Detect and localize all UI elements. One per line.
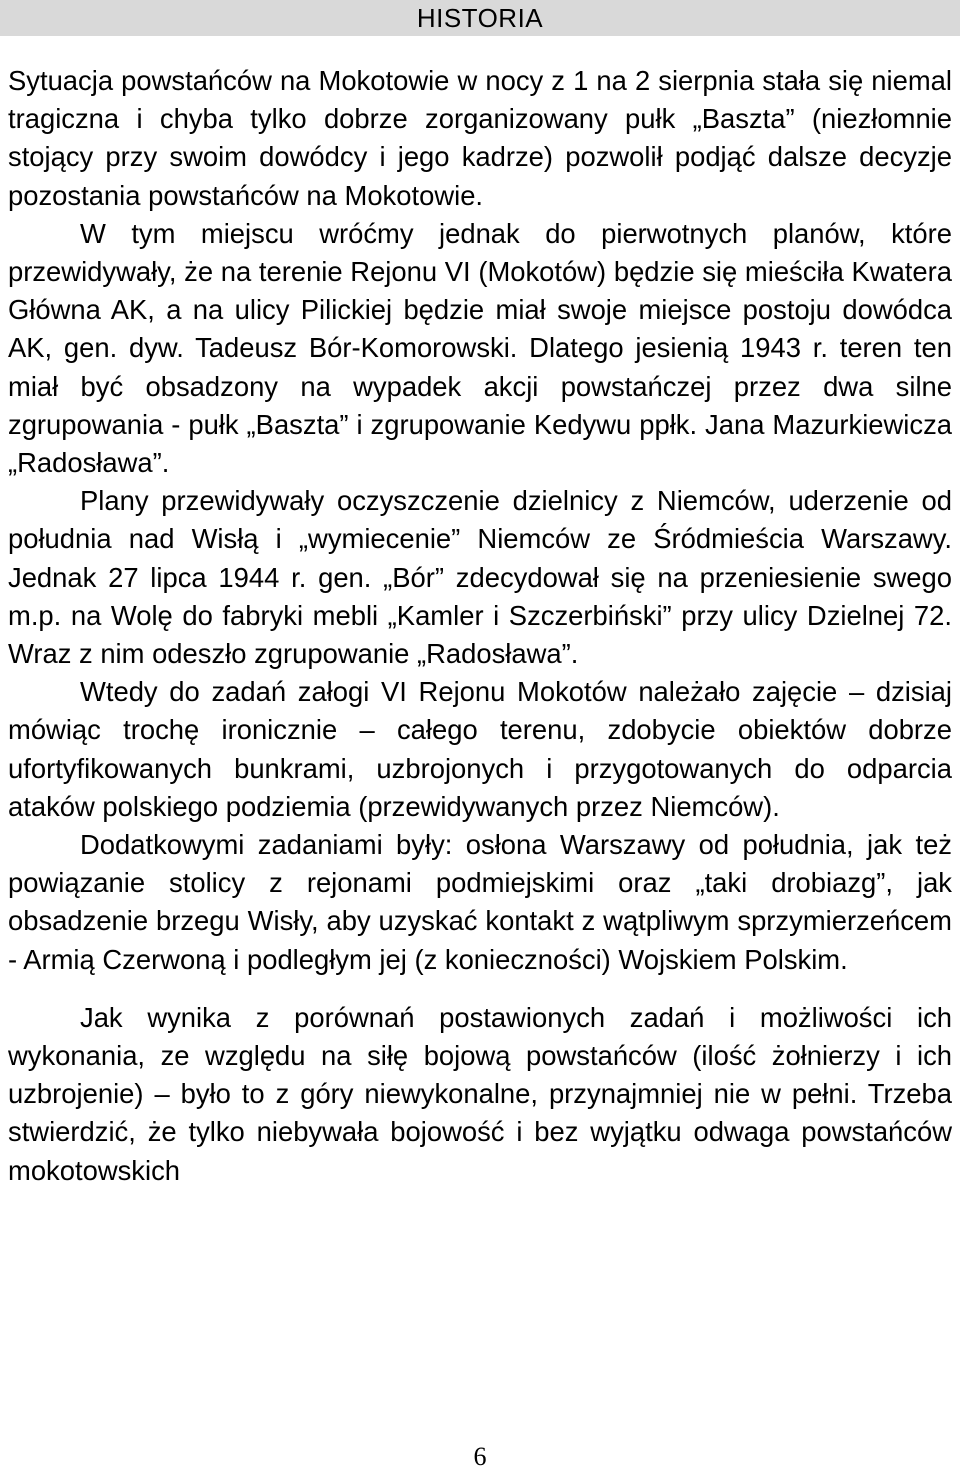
paragraph: Jak wynika z porównań postawionych zadań i możliwości ich wykonania, ze względu na siłę bojową powstańców (ilość żołnierzy i ich uzbrojenie) – było to z góry niewykonalne, przynajmniej nie w pełni. Trzeba stwierdzić, że tylko niebywała bojowość i bez wyjątku odwaga powstańców mokotowskich <box>8 1001 952 1186</box>
paragraph: Wtedy do zadań załogi VI Rejonu Mokotów należało zajęcie – dzisiaj mówiąc trochę ironicznie – całego terenu, zdobycie obiektów dobrze ufortyfikowanych bunkrami, uzbrojonych i przygotowanych do odparcia ataków polskiego podziemia (przewidywanych przez Niemców). <box>8 676 952 822</box>
header-bar <box>0 0 960 36</box>
paragraph: Sytuacja powstańców na Mokotowie w nocy z 1 na 2 sierpnia stała się niemal tragiczna i chyba tylko dobrze zorganizowany pułk „Baszta” (niezłomnie stojący przy swoim dowódcy i jego kadrze) pozwolił podjąć dalsze decyzje pozostania powstańców na Mokotowie. <box>8 65 952 211</box>
paragraph-gap <box>8 979 952 999</box>
document-body <box>8 62 952 1190</box>
paragraph: Plany przewidywały oczyszczenie dzielnicy z Niemców, uderzenie od południa nad Wisłą i „wymiecenie” Niemców ze Śródmieścia Warszawy. Jednak 27 lipca 1944 r. gen. „Bór” zdecydował się na przeniesienie swego m.p. na Wolę do fabryki mebli „Kamler i Szczerbiński” przy ulicy Dzielnej 72. Wraz z nim odeszło zgrupowanie „Radosława”. <box>8 485 952 670</box>
page-title: HISTORIA <box>416 2 544 33</box>
paragraph: W tym miejscu wróćmy jednak do pierwotnych planów, które przewidywały, że na terenie Rejonu VI (Mokotów) będzie się mieściła Kwatera Główna AK, a na ulicy Pilickiej będzie miał swoje miejsce postoju dowódca AK, gen. dyw. Tadeusz Bór-Komorowski. Dlatego jesienią 1943 r. teren ten miał być obsadzony na wypadek akcji powstańczej przez dwa silne zgrupowania - pułk „Baszta” i zgrupowanie Kedywu ppłk. Jana Mazurkiewicza „Radosława”. <box>8 217 952 479</box>
paragraph: Dodatkowymi zadaniami były: osłona Warszawy od południa, jak też powiązanie stolicy z rejonami podmiejskimi oraz „taki drobiazg”, jak obsadzenie brzegu Wisły, aby uzyskać kontakt z wątpliwym sprzymierzeńcem - Armią Czerwoną i podległym jej (z konieczności) Wojskiem Polskim. <box>8 829 952 975</box>
page-number: 6 <box>473 1442 487 1471</box>
